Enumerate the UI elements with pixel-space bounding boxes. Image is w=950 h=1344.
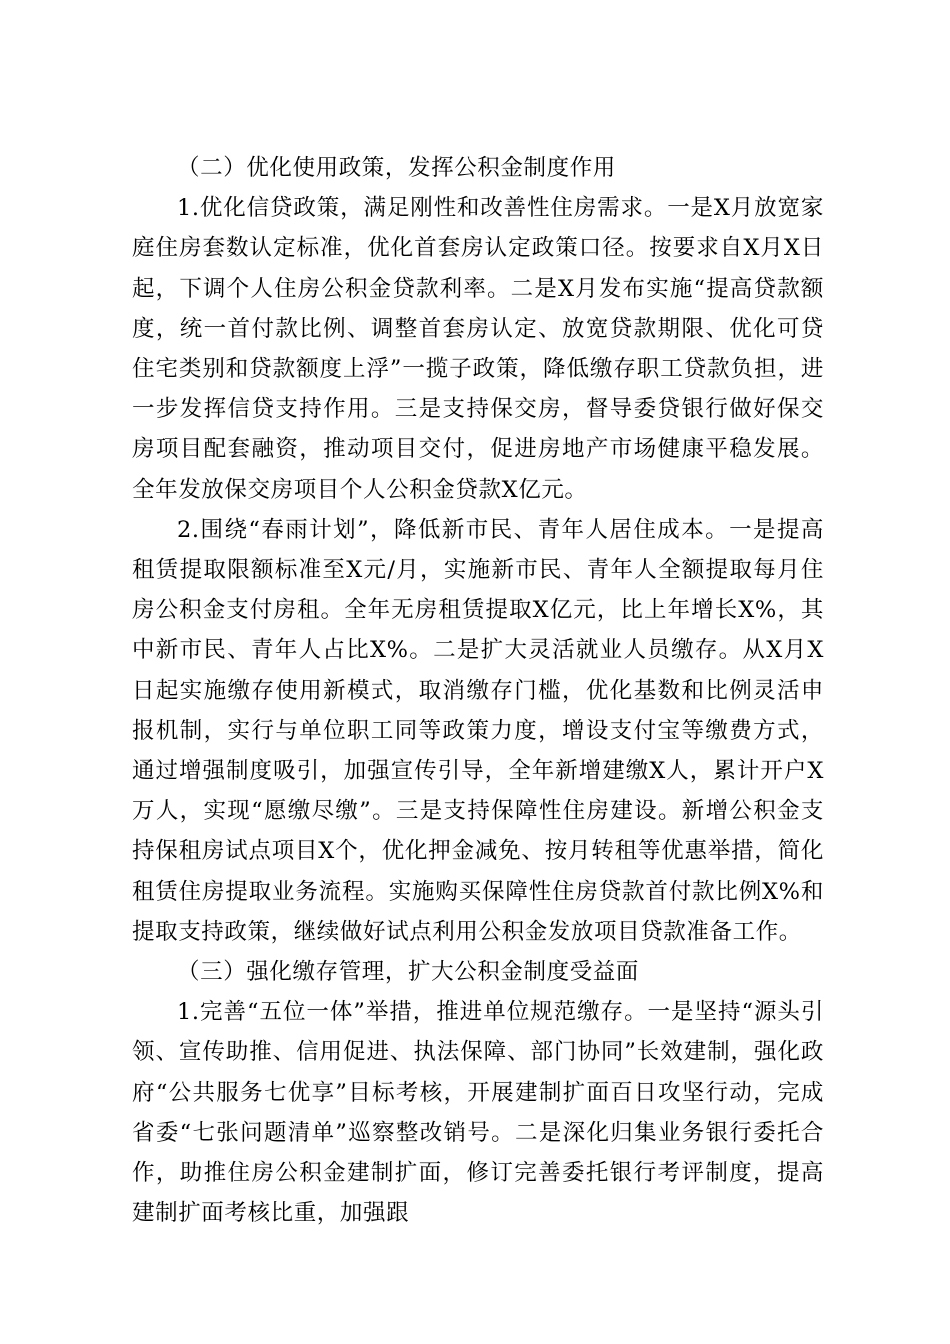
paragraph-spring-rain-plan: 2.围绕“春雨计划”，降低新市民、青年人居住成本。一是提高租赁提取限额标准至X元/月，实施新市民、青年人全额提取每月住房公积金支付房租。全年无房租赁提取X亿元，比上年增长X%，其中新市民、青年人占比X%。二是扩大灵活就业人员缴存。从X月X日起实施缴存使用新模式，取消缴存门槛，优化基数和比例灵活申报机制，实行与单位职工同等政策力度，增设支付宝等缴费方式，通过增强制度吸引，加强宣传引导，全年新增建缴X人，累计开户X万人，实现“愿缴尽缴”。三是支持保障性住房建设。新增公积金支持保租房试点项目X个，优化押金减免、按月转租等优惠举措，简化租赁住房提取业务流程。实施购买保障性住房贷款首付款比例X%和提取支持政策，继续做好试点利用公积金发放项目贷款准备工作。 <box>132 516 824 945</box>
section-heading-2: （二）优化使用政策，发挥公积金制度作用 <box>177 155 616 181</box>
paragraph-credit-policy: 1.优化信贷政策，满足刚性和改善性住房需求。一是X月放宽家庭住房套数认定标准，优化首套房认定政策口径。按要求自X月X日起，下调个人住房公积金贷款利率。二是X月发布实施“提高贷款额度，统一首付款比例、调整首套房认定、放宽贷款期限、优化可贷住宅类别和贷款额度上浮”一揽子政策，降低缴存职工贷款负担，进一步发挥信贷支持作用。三是支持保交房，督导委贷银行做好保交房项目配套融资，推动项目交付，促进房地产市场健康平稳发展。全年发放保交房项目个人公积金贷款X亿元。 <box>132 195 824 503</box>
document-page <box>132 148 824 1233</box>
paragraph-five-in-one: 1.完善“五位一体”举措，推进单位规范缴存。一是坚持“源头引领、宣传助推、信用促进、执法保障、部门协同”长效建制，强化政府“公共服务七优享”目标考核，开展建制扩面百日攻坚行动，完成省委“七张问题清单”巡察整改销号。二是深化归集业务银行委托合作，助推住房公积金建制扩面，修订完善委托银行考评制度，提高建制扩面考核比重，加强跟 <box>132 999 824 1227</box>
section-heading-3: （三）强化缴存管理，扩大公积金制度受益面 <box>177 959 640 986</box>
